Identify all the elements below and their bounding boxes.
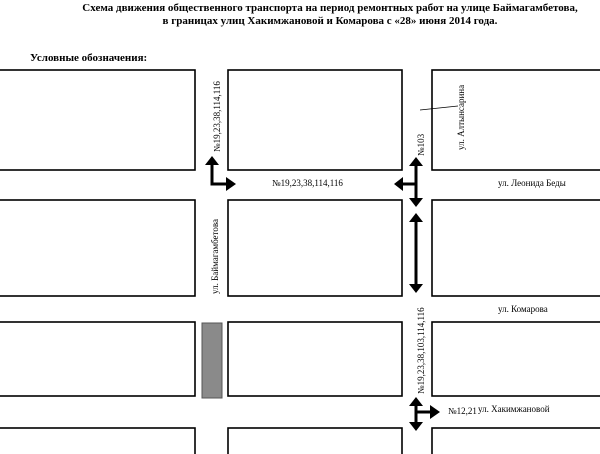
street-label-komarova: ул. Комарова — [498, 304, 548, 314]
block-top-middle — [228, 70, 402, 170]
block-top-left — [0, 70, 195, 170]
block-mid-middle — [228, 200, 402, 296]
closed-street-section — [202, 323, 222, 398]
route-label-bottom: №12,21 — [448, 406, 477, 416]
legend-heading: Условные обозначения: — [30, 52, 148, 64]
block-mid-left — [0, 200, 195, 296]
street-label-hakimzhanovoy: ул. Хакимжановой — [478, 404, 550, 414]
block-lower-left — [0, 428, 195, 454]
street-label-leonida-bedy: ул. Леонида Беды — [498, 178, 566, 188]
title-line-1: Схема движения общественного транспорта на период ремонтных работ на улице Баймагамбетова, — [82, 2, 578, 14]
route-arrow-vertical-double — [409, 213, 423, 293]
block-lower-right — [432, 428, 600, 454]
route-label-right-top: №103 — [416, 133, 426, 156]
block-bottom-left — [0, 322, 195, 396]
route-arrow-bottom-right — [409, 397, 440, 431]
title-line-2: в границах улиц Хакимжановой и Комарова с «28» июня 2014 года. — [162, 15, 498, 27]
block-bottom-right — [432, 322, 600, 396]
block-bottom-middle — [228, 322, 402, 396]
route-label-left-vertical: №19,23,38,114,116 — [212, 81, 222, 152]
block-lower-middle — [228, 428, 402, 454]
route-label-right-vertical: №19,23,38,103,114,116 — [416, 307, 426, 394]
street-label-altynsarina: ул. Алтынсарина — [456, 84, 466, 150]
block-mid-right — [432, 200, 600, 296]
street-label-baimagambetova: ул. Баймагамбетова — [210, 219, 220, 294]
route-label-top-horizontal: №19,23,38,114,116 — [272, 178, 343, 188]
